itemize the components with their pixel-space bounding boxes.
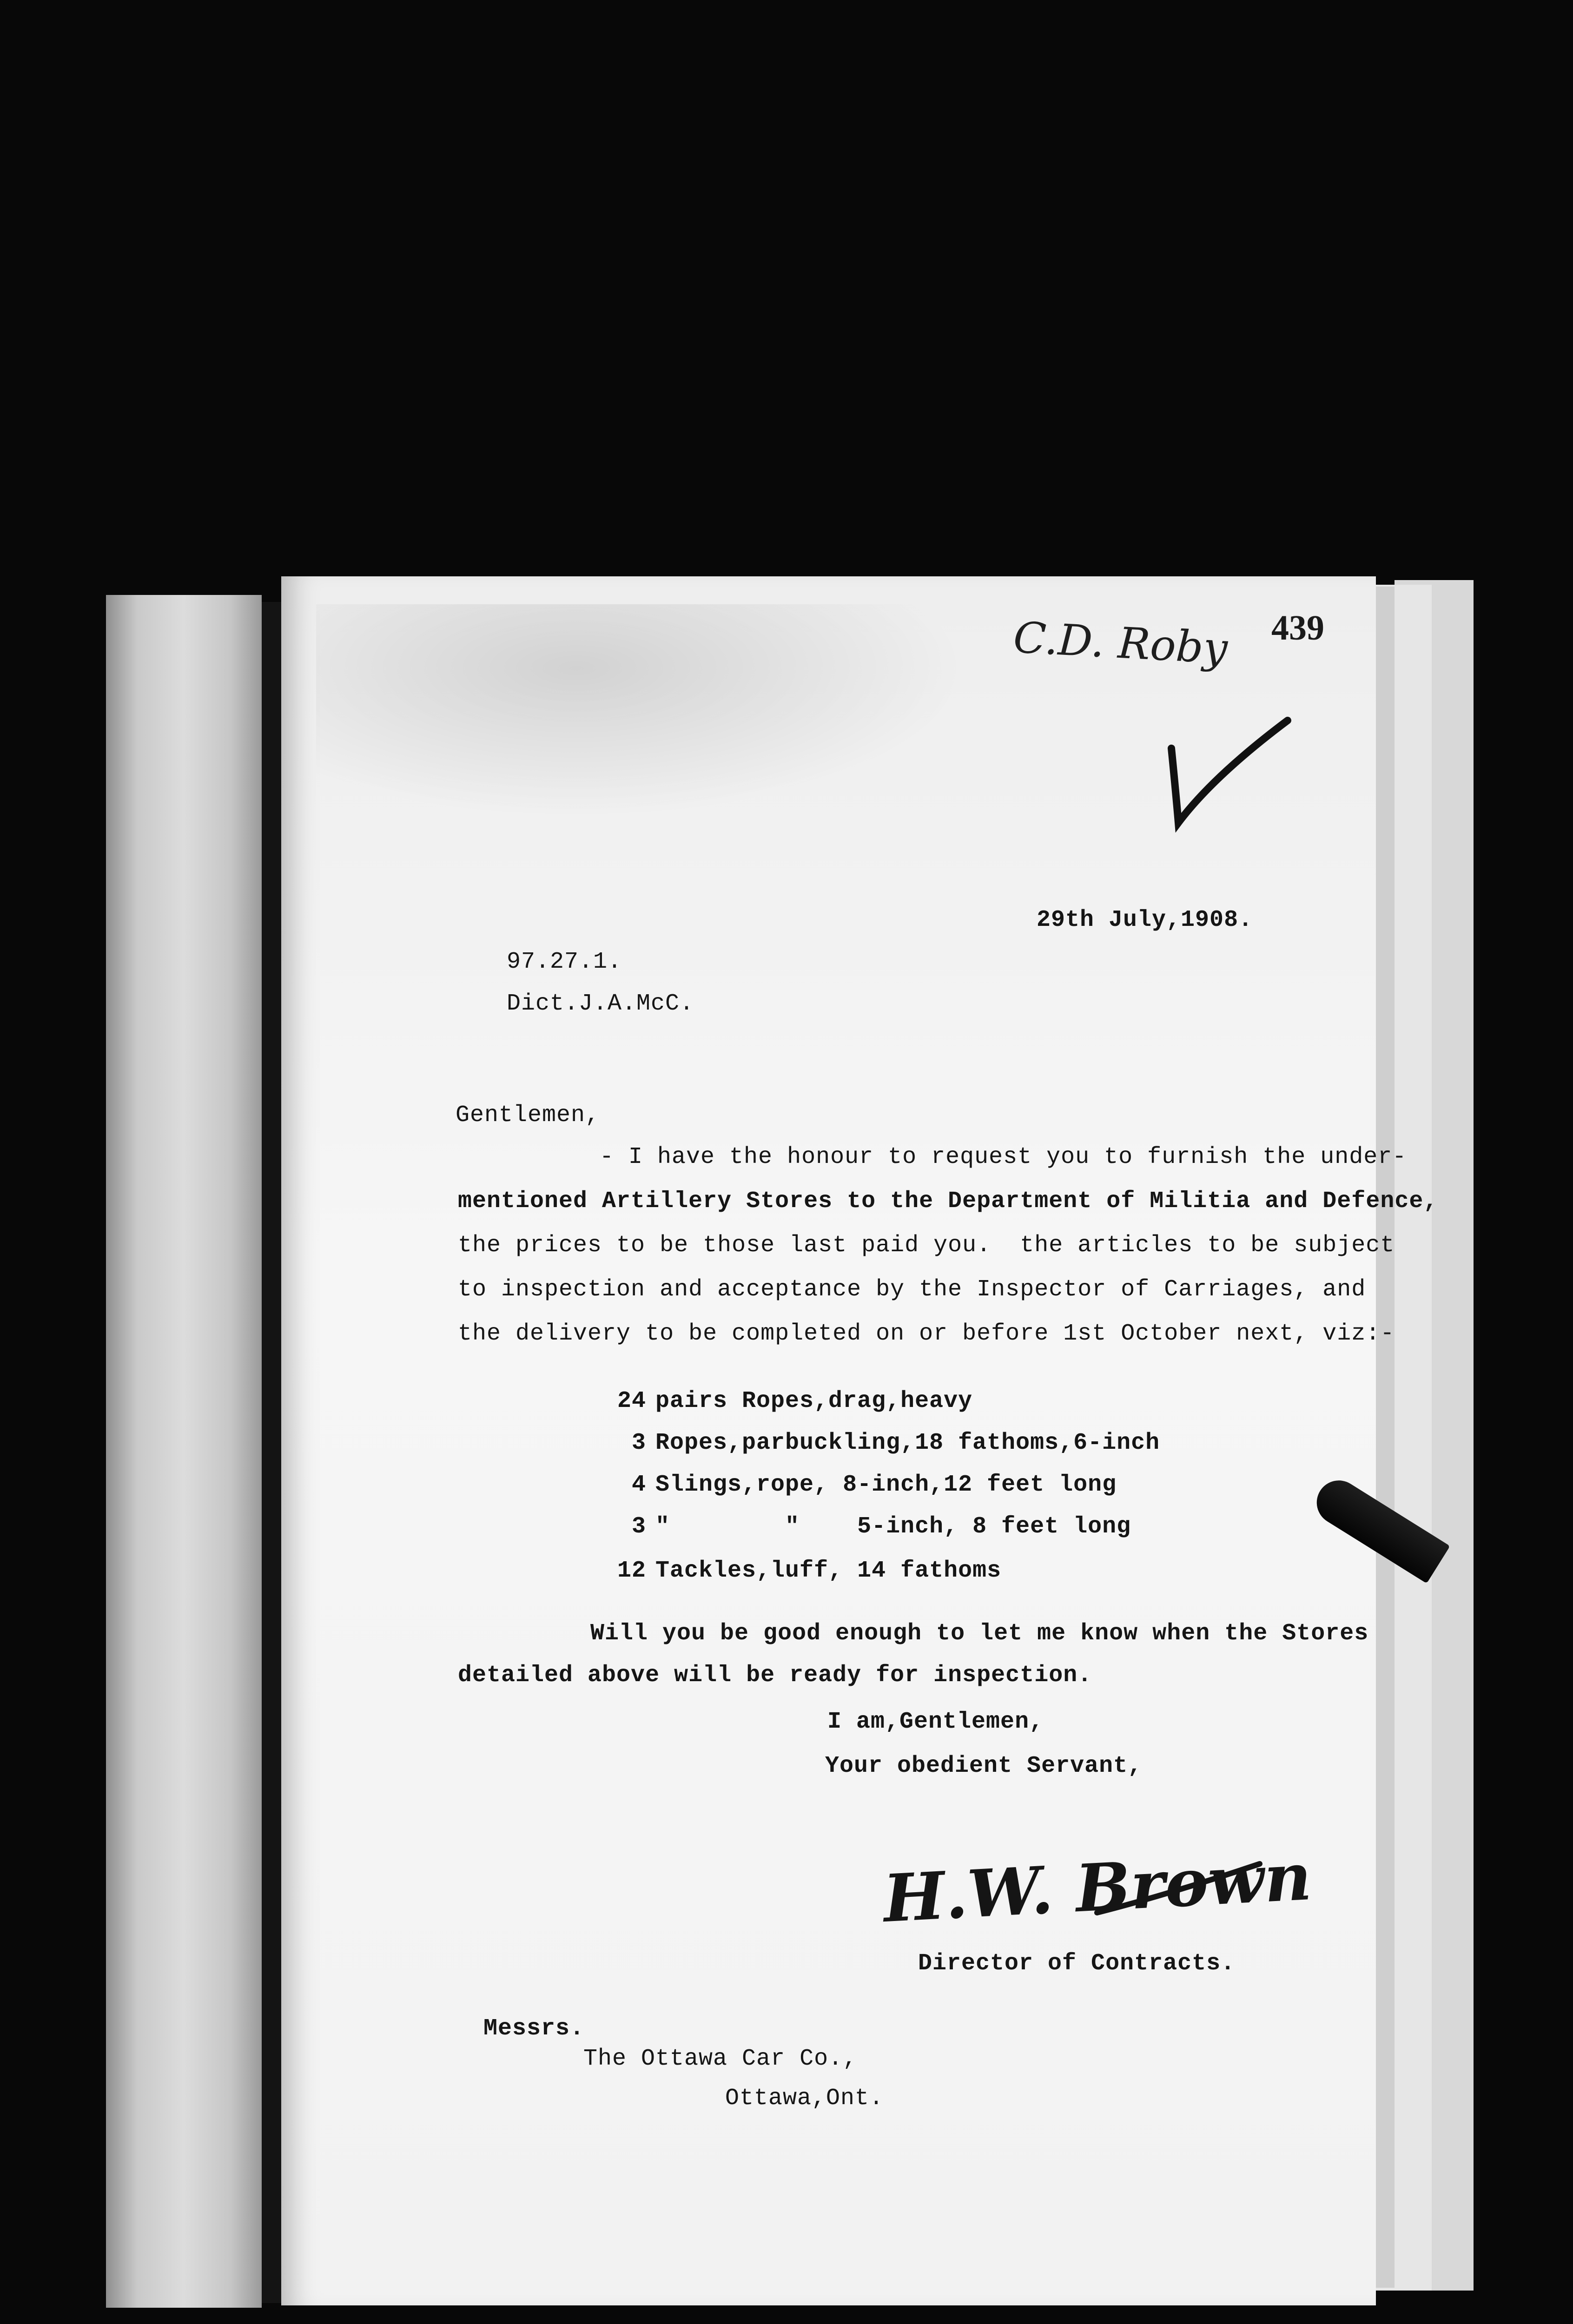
signatory-title: Director of Contracts. [918, 1950, 1236, 1977]
item-description: pairs Ropes,drag,heavy [655, 1388, 973, 1414]
signature: H.W. Brown [881, 1838, 1314, 1938]
item-description: Slings,rope, 8-inch,12 feet long [655, 1472, 1117, 1498]
folio-number: 439 [1271, 608, 1324, 647]
closing-line: detailed above will be ready for inspection. [458, 1662, 1092, 1689]
body-line: mentioned Artillery Stores to the Department of Militia and Defence, [458, 1188, 1438, 1215]
body-line: - I have the honour to request you to furnish the under- [600, 1144, 1407, 1170]
complimentary-close: I am,Gentlemen, [827, 1709, 1044, 1735]
item-quantity: 4 [631, 1472, 646, 1498]
item-quantity: 3 [631, 1513, 646, 1540]
closing-line: Will you be good enough to let me know when the Stores [590, 1620, 1369, 1647]
left-page-strip [106, 595, 262, 2308]
dictation-reference: Dict.J.A.McC. [507, 990, 694, 1017]
item-description: Tackles,luff, 14 fathoms [655, 1558, 1002, 1584]
item-description: Ropes,parbuckling,18 fathoms,6-inch [655, 1430, 1160, 1456]
body-line: to inspection and acceptance by the Inspector of Carriages, and [458, 1276, 1366, 1303]
item-quantity: 24 [617, 1388, 646, 1414]
signature-flourish [1092, 1859, 1264, 1920]
ink-smudge [316, 604, 967, 818]
binding-gutter [262, 602, 281, 2303]
salutation: Gentlemen, [456, 1102, 600, 1129]
item-quantity: 3 [631, 1430, 646, 1456]
addressee-name: The Ottawa Car Co., [583, 2046, 858, 2072]
body-line: the delivery to be completed on or before 1st October next, viz:- [458, 1320, 1395, 1347]
item-description: " " 5-inch, 8 feet long [655, 1513, 1131, 1540]
addressee-city: Ottawa,Ont. [725, 2085, 884, 2112]
letter-date: 29th July,1908. [1037, 907, 1253, 933]
item-quantity: 12 [617, 1558, 646, 1584]
reference-number: 97.27.1. [507, 949, 622, 975]
addressee-prefix: Messrs. [483, 2015, 585, 2042]
body-line: the prices to be those last paid you. the articles to be subject [458, 1232, 1395, 1259]
handwritten-note: C.D. Roby [1012, 613, 1229, 673]
complimentary-close: Your obedient Servant, [825, 1753, 1143, 1779]
check-mark-icon [1157, 711, 1297, 837]
